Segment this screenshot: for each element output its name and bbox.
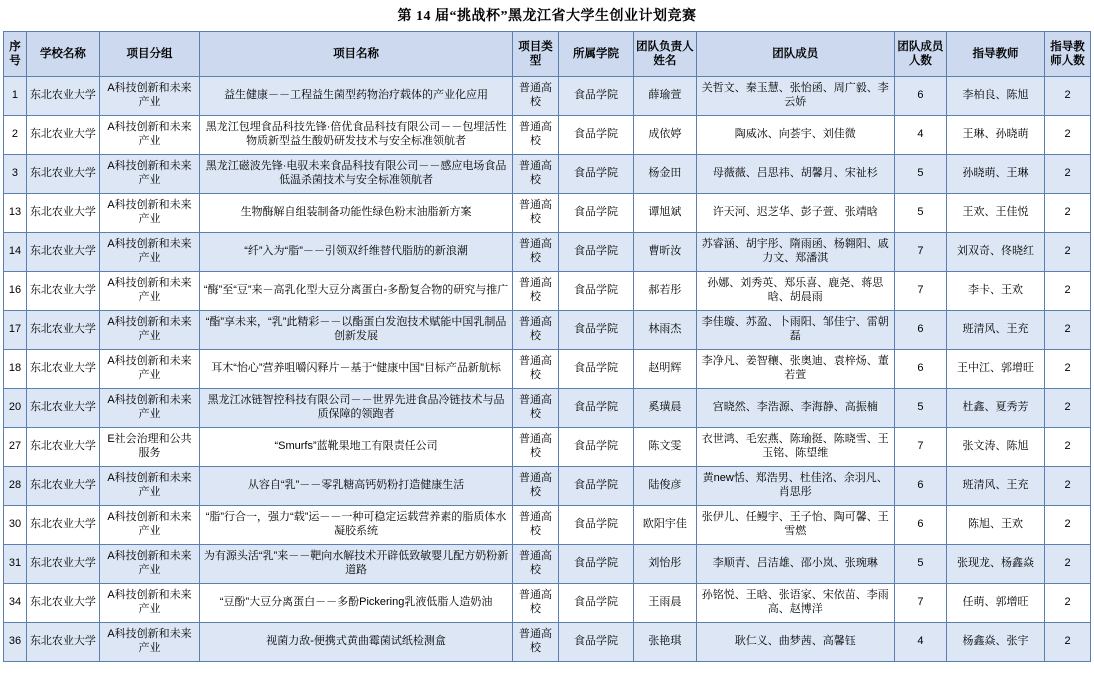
cell-leader: 陈文雯: [634, 428, 697, 467]
column-header-teacher: 指导教师: [946, 32, 1044, 77]
cell-teacher: 任萌、郭增旺: [946, 584, 1044, 623]
cell-project: 耳木“怡心”营养咀嚼闪释片－基于“健康中国”目标产品新航标: [200, 350, 513, 389]
cell-teacher-count: 2: [1045, 272, 1091, 311]
cell-teacher: 张现龙、杨鑫焱: [946, 545, 1044, 584]
cell-project: 为有源头活“乳”来－－靶向水解技术开辟低致敏婴儿配方奶粉新道路: [200, 545, 513, 584]
cell-project: 黑龙江冰链智控科技有限公司－－世界先进食品冷链技术与品质保障的领跑者: [200, 389, 513, 428]
cell-teacher-count: 2: [1045, 116, 1091, 155]
table-row: [4, 116, 1091, 155]
cell-member-count: 6: [894, 506, 946, 545]
cell-leader: 王雨晨: [634, 584, 697, 623]
cell-members: 孙娜、刘秀英、郑乐喜、鹿尧、蒋思晗、胡晨雨: [696, 272, 894, 311]
cell-no: 34: [4, 584, 27, 623]
cell-no: 16: [4, 272, 27, 311]
cell-members: 孙铭悦、王晗、张语家、宋依苗、李雨高、赵博洋: [696, 584, 894, 623]
column-header-project: 项目名称: [200, 32, 513, 77]
cell-member-count: 7: [894, 428, 946, 467]
cell-leader: 赵明辉: [634, 350, 697, 389]
cell-school: 东北农业大学: [26, 467, 99, 506]
column-header-no: 序号: [4, 32, 27, 77]
cell-member-count: 5: [894, 545, 946, 584]
table-row: [4, 311, 1091, 350]
table-row: [4, 623, 1091, 662]
table-row: [4, 155, 1091, 194]
cell-type: 普通高校: [513, 233, 559, 272]
cell-no: 30: [4, 506, 27, 545]
table-row: [4, 584, 1091, 623]
cell-member-count: 6: [894, 77, 946, 116]
cell-teacher-count: 2: [1045, 623, 1091, 662]
cell-no: 27: [4, 428, 27, 467]
cell-member-count: 4: [894, 623, 946, 662]
table-row: [4, 428, 1091, 467]
cell-no: 14: [4, 233, 27, 272]
cell-project: 从容自“乳”－－零乳糖高钙奶粉打造健康生活: [200, 467, 513, 506]
cell-group: A科技创新和未来产业: [99, 272, 199, 311]
cell-college: 食品学院: [558, 506, 633, 545]
column-header-school: 学校名称: [26, 32, 99, 77]
cell-college: 食品学院: [558, 545, 633, 584]
cell-teacher: 刘双奇、佟晓红: [946, 233, 1044, 272]
cell-type: 普通高校: [513, 467, 559, 506]
cell-member-count: 6: [894, 350, 946, 389]
cell-type: 普通高校: [513, 350, 559, 389]
cell-type: 普通高校: [513, 116, 559, 155]
cell-teacher-count: 2: [1045, 545, 1091, 584]
cell-group: A科技创新和未来产业: [99, 77, 199, 116]
cell-project: 生物酶解自组装制备功能性绿色粉末油脂新方案: [200, 194, 513, 233]
cell-project: 益生健康－－工程益生菌型药物治疗载体的产业化应用: [200, 77, 513, 116]
cell-leader: 陆俊彦: [634, 467, 697, 506]
cell-type: 普通高校: [513, 623, 559, 662]
cell-group: A科技创新和未来产业: [99, 584, 199, 623]
column-header-teacher-count: 指导教师人数: [1045, 32, 1091, 77]
cell-teacher: 孙晓萌、王琳: [946, 155, 1044, 194]
cell-members: 许天河、迟芝华、彭子萱、张靖晗: [696, 194, 894, 233]
cell-teacher: 李柏良、陈旭: [946, 77, 1044, 116]
cell-teacher: 杨鑫焱、张宇: [946, 623, 1044, 662]
cell-college: 食品学院: [558, 77, 633, 116]
cell-teacher-count: 2: [1045, 584, 1091, 623]
cell-teacher: 王中江、郭增旺: [946, 350, 1044, 389]
cell-school: 东北农业大学: [26, 545, 99, 584]
cell-leader: 欧阳宇佳: [634, 506, 697, 545]
cell-college: 食品学院: [558, 116, 633, 155]
cell-group: A科技创新和未来产业: [99, 194, 199, 233]
table-row: [4, 467, 1091, 506]
cell-member-count: 7: [894, 584, 946, 623]
cell-college: 食品学院: [558, 428, 633, 467]
cell-teacher: 杜鑫、夏秀芳: [946, 389, 1044, 428]
cell-teacher: 王欢、王佳悦: [946, 194, 1044, 233]
cell-leader: 杨金田: [634, 155, 697, 194]
table-row: [4, 77, 1091, 116]
cell-project: 黑龙江磁波先锋·电驭未来食品科技有限公司－－感应电场食品低温杀菌技术与安全标准领航者: [200, 155, 513, 194]
cell-no: 20: [4, 389, 27, 428]
cell-leader: 张艳琪: [634, 623, 697, 662]
cell-type: 普通高校: [513, 428, 559, 467]
cell-group: A科技创新和未来产业: [99, 545, 199, 584]
cell-college: 食品学院: [558, 272, 633, 311]
cell-group: A科技创新和未来产业: [99, 389, 199, 428]
cell-teacher: 张文涛、陈旭: [946, 428, 1044, 467]
cell-college: 食品学院: [558, 194, 633, 233]
cell-member-count: 7: [894, 233, 946, 272]
cell-member-count: 7: [894, 272, 946, 311]
cell-member-count: 6: [894, 311, 946, 350]
cell-school: 东北农业大学: [26, 194, 99, 233]
cell-no: 13: [4, 194, 27, 233]
cell-teacher-count: 2: [1045, 389, 1091, 428]
table-header: [4, 32, 1091, 77]
cell-leader: 林雨杰: [634, 311, 697, 350]
cell-no: 17: [4, 311, 27, 350]
cell-school: 东北农业大学: [26, 506, 99, 545]
cell-member-count: 5: [894, 155, 946, 194]
cell-project: “Smurfs”蓝靴果地工有限责任公司: [200, 428, 513, 467]
cell-members: 宫晓然、李浩源、李海静、高振楠: [696, 389, 894, 428]
table-row: [4, 506, 1091, 545]
cell-teacher-count: 2: [1045, 311, 1091, 350]
cell-type: 普通高校: [513, 506, 559, 545]
column-header-member-count: 团队成员人数: [894, 32, 946, 77]
cell-school: 东北农业大学: [26, 155, 99, 194]
page-title: 第 14 届“挑战杯”黑龙江省大学生创业计划竞赛: [397, 9, 697, 24]
cell-teacher-count: 2: [1045, 428, 1091, 467]
cell-leader: 刘怡彤: [634, 545, 697, 584]
cell-group: A科技创新和未来产业: [99, 506, 199, 545]
column-header-group: 项目分组: [99, 32, 199, 77]
cell-project: “纤”入为“脂”－－引领双纤维替代脂肪的新浪潮: [200, 233, 513, 272]
cell-leader: 薛瑜萱: [634, 77, 697, 116]
cell-college: 食品学院: [558, 623, 633, 662]
cell-members: 黄new恬、郑浩男、杜佳洺、余羽凡、肖思彤: [696, 467, 894, 506]
cell-leader: 曹昕汝: [634, 233, 697, 272]
cell-teacher-count: 2: [1045, 194, 1091, 233]
cell-college: 食品学院: [558, 233, 633, 272]
cell-type: 普通高校: [513, 155, 559, 194]
cell-college: 食品学院: [558, 467, 633, 506]
cell-leader: 成依婷: [634, 116, 697, 155]
cell-type: 普通高校: [513, 311, 559, 350]
cell-members: 陶威冰、向荟宇、刘佳微: [696, 116, 894, 155]
cell-no: 36: [4, 623, 27, 662]
cell-no: 1: [4, 77, 27, 116]
cell-members: 李顺青、吕洁雄、邵小岚、张琬琳: [696, 545, 894, 584]
cell-no: 2: [4, 116, 27, 155]
cell-group: A科技创新和未来产业: [99, 116, 199, 155]
cell-teacher: 王琳、孙晓萌: [946, 116, 1044, 155]
cell-leader: 奚璜晨: [634, 389, 697, 428]
cell-teacher-count: 2: [1045, 506, 1091, 545]
cell-project: 视菌力敌-便携式黄曲霉菌试纸检测盒: [200, 623, 513, 662]
table-row: [4, 194, 1091, 233]
cell-type: 普通高校: [513, 77, 559, 116]
cell-group: A科技创新和未来产业: [99, 467, 199, 506]
cell-type: 普通高校: [513, 545, 559, 584]
cell-school: 东北农业大学: [26, 428, 99, 467]
cell-member-count: 5: [894, 194, 946, 233]
cell-members: 关哲文、秦玉慧、张怡函、周广毅、李云娇: [696, 77, 894, 116]
column-header-college: 所属学院: [558, 32, 633, 77]
cell-group: E社会治理和公共服务: [99, 428, 199, 467]
cell-college: 食品学院: [558, 389, 633, 428]
cell-project: 黑龙江包埋食品科技先锋·倍优食品科技有限公司－－包埋活性物质新型益生酸奶研发技术与安全标准领航者: [200, 116, 513, 155]
cell-type: 普通高校: [513, 272, 559, 311]
cell-teacher-count: 2: [1045, 467, 1091, 506]
cell-teacher-count: 2: [1045, 233, 1091, 272]
cell-school: 东北农业大学: [26, 584, 99, 623]
cell-college: 食品学院: [558, 155, 633, 194]
table-row: [4, 389, 1091, 428]
cell-group: A科技创新和未来产业: [99, 623, 199, 662]
cell-teacher-count: 2: [1045, 350, 1091, 389]
cell-teacher: 李卡、王欢: [946, 272, 1044, 311]
cell-members: 李净凡、姜智穰、张奥迪、袁梓炀、董若萱: [696, 350, 894, 389]
column-header-leader: 团队负责人姓名: [634, 32, 697, 77]
cell-project: “酶”至“豆”来－高乳化型大豆分离蛋白-多酚复合物的研究与推广: [200, 272, 513, 311]
cell-members: 衣世鸿、毛宏燕、陈瑜挺、陈晓雪、王玉铭、陈望维: [696, 428, 894, 467]
cell-group: A科技创新和未来产业: [99, 155, 199, 194]
cell-project: “豆酚”大豆分离蛋白－－多酚Pickering乳液低脂人造奶油: [200, 584, 513, 623]
cell-group: A科技创新和未来产业: [99, 233, 199, 272]
table-row: [4, 350, 1091, 389]
cell-school: 东北农业大学: [26, 623, 99, 662]
cell-school: 东北农业大学: [26, 389, 99, 428]
cell-member-count: 6: [894, 467, 946, 506]
table-body: [4, 77, 1091, 662]
table-header-row: [4, 32, 1091, 77]
cell-teacher-count: 2: [1045, 155, 1091, 194]
cell-members: 苏睿涵、胡宇彤、隋雨函、杨翱阳、戚力文、郑潘淇: [696, 233, 894, 272]
cell-school: 东北农业大学: [26, 272, 99, 311]
cell-no: 3: [4, 155, 27, 194]
cell-school: 东北农业大学: [26, 77, 99, 116]
cell-school: 东北农业大学: [26, 116, 99, 155]
cell-group: A科技创新和未来产业: [99, 350, 199, 389]
cell-group: A科技创新和未来产业: [99, 311, 199, 350]
column-header-members: 团队成员: [696, 32, 894, 77]
cell-member-count: 5: [894, 389, 946, 428]
cell-type: 普通高校: [513, 389, 559, 428]
cell-members: 母薇薇、吕思祎、胡馨月、宋祉杉: [696, 155, 894, 194]
cell-teacher: 陈旭、王欢: [946, 506, 1044, 545]
cell-member-count: 4: [894, 116, 946, 155]
cell-college: 食品学院: [558, 350, 633, 389]
cell-project: “酯”享未来，“乳”此精彩－－以酯蛋白发泡技术赋能中国乳制品创新发展: [200, 311, 513, 350]
cell-members: 耿仁义、曲梦茜、高馨钰: [696, 623, 894, 662]
column-header-type: 项目类型: [513, 32, 559, 77]
cell-leader: 郝若彤: [634, 272, 697, 311]
cell-teacher: 班清风、王充: [946, 467, 1044, 506]
cell-members: 李佳璇、苏盈、卜雨阳、邹佳宁、雷朝磊: [696, 311, 894, 350]
cell-no: 18: [4, 350, 27, 389]
cell-type: 普通高校: [513, 194, 559, 233]
cell-teacher: 班清风、王充: [946, 311, 1044, 350]
competition-projects-table: [3, 31, 1091, 662]
cell-school: 东北农业大学: [26, 311, 99, 350]
cell-college: 食品学院: [558, 311, 633, 350]
cell-teacher-count: 2: [1045, 77, 1091, 116]
table-row: [4, 545, 1091, 584]
cell-leader: 谭旭斌: [634, 194, 697, 233]
cell-college: 食品学院: [558, 584, 633, 623]
cell-members: 张伊儿、任鳗宇、王子怡、陶可馨、王雪燃: [696, 506, 894, 545]
cell-no: 28: [4, 467, 27, 506]
cell-school: 东北农业大学: [26, 350, 99, 389]
table-row: [4, 233, 1091, 272]
cell-school: 东北农业大学: [26, 233, 99, 272]
cell-project: “脂”行合一，强力“载”运－－一种可稳定运载营养素的脂质体水凝胶系统: [200, 506, 513, 545]
cell-type: 普通高校: [513, 584, 559, 623]
table-row: [4, 272, 1091, 311]
cell-no: 31: [4, 545, 27, 584]
